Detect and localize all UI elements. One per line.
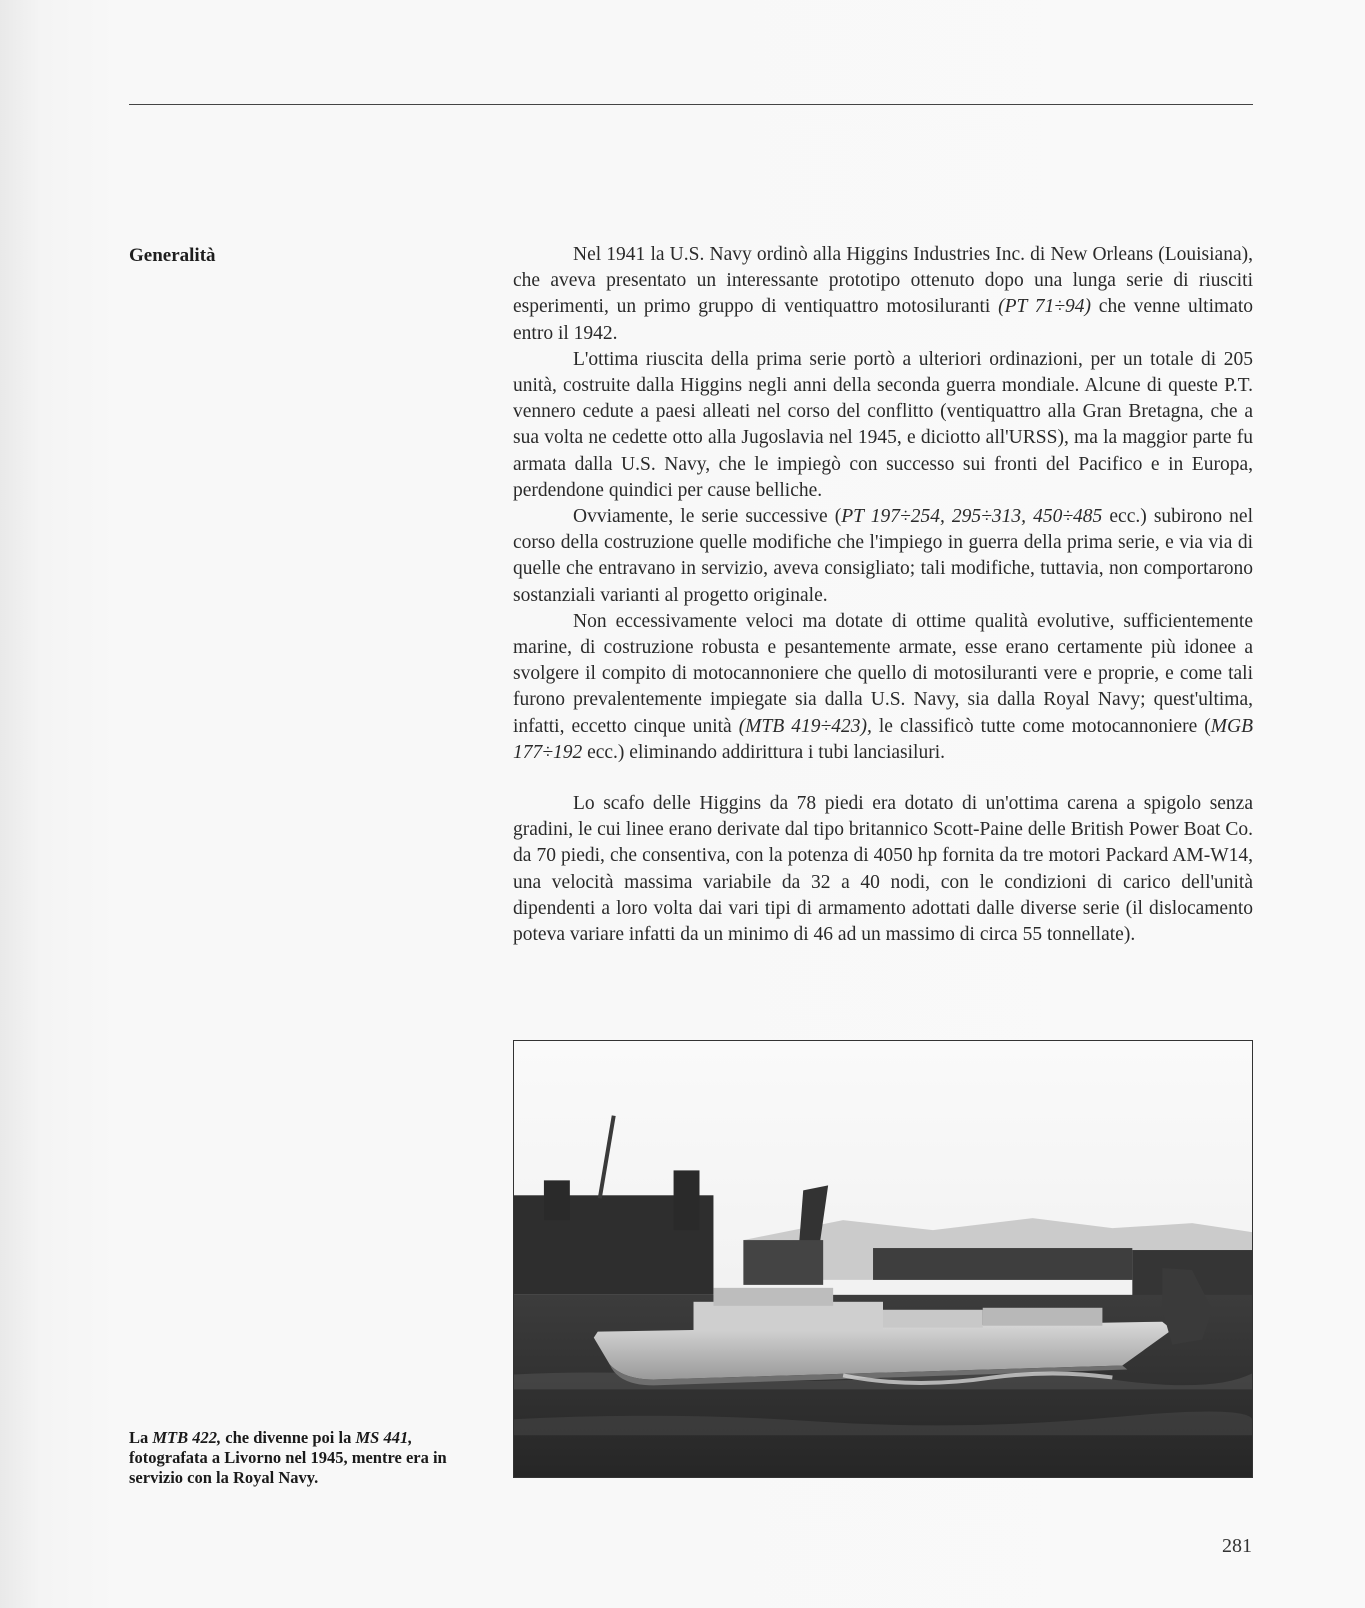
paragraph-4: Non eccessivamente veloci ma dotate di ottime qualità evolutive, sufficientemente marine, di costruzione robusta e pesantemente armate, esse erano certamente più idonee a svolgere il compito di motocannoniere che quello di motosiluranti vere e proprie, e come tali furono prevalentemente impiegate sia dalla U.S. Navy, sia dalla Royal Navy; quest'ultima, infatti, eccetto cinque unità (MTB 419÷423), le classificò tutte come motocannoniere (MGB 177÷192 ecc.) eliminando addirittura i tubi lanciasiluri. bbox=[513, 610, 1253, 763]
top-rule bbox=[129, 104, 1253, 105]
paragraph-3: Ovviamente, le serie successive (PT 197÷254, 295÷313, 450÷485 ecc.) subirono nel corso della costruzione quelle modifiche che l'impiego in guerra della prima serie, e via via di quelle che entravano in servizio, aveva consigliato; tali modifiche, tuttavia, non comportarono sostanziali varianti al progetto originale. bbox=[513, 506, 1253, 606]
photo-illustration bbox=[514, 1041, 1252, 1477]
page-number: 281 bbox=[1222, 1535, 1252, 1557]
motor-torpedo-boat-photo bbox=[513, 1040, 1253, 1478]
photo-caption: La MTB 422, che divenne poi la MS 441, fotografata a Livorno nel 1945, mentre era in servizio con la Royal Navy. bbox=[129, 1428, 447, 1487]
paragraph-1: Nel 1941 la U.S. Navy ordinò alla Higgins Industries Inc. di New Orleans (Louisiana), che aveva presentato un interessante prototipo ottenuto dopo una lunga serie di riusciti esperimenti, un primo gruppo di ventiquattro motosiluranti (PT 71÷94) che venne ultimato entro il 1942. bbox=[513, 244, 1253, 344]
section-heading: Generalità bbox=[129, 245, 216, 266]
paragraph-5: Lo scafo delle Higgins da 78 piedi era dotato di un'ottima carena a spigolo senza gradini, le cui linee erano derivate dal tipo britannico Scott-Paine delle British Power Boat Co. da 70 piedi, che consentiva, con la potenza di 4050 hp fornita da tre motori Packard AM-W14, una velocità massima variabile da 32 a 40 nodi, con le condizioni di carico dell'unità dipendenti a loro volta dai vari tipi di armamento adottati dalle diverse serie (il dislocamento poteva variare infatti da un minimo di 46 ad un massimo di circa 55 tonnellate). bbox=[513, 793, 1253, 946]
paragraph-2: L'ottima riuscita della prima serie portò a ulteriori ordinazioni, per un totale di 205 unità, costruite dalla Higgins negli anni della seconda guerra mondiale. Alcune di queste P.T. vennero cedute a paesi alleati nel corso del conflitto (ventiquattro alla Gran Bretagna, che a sua volta ne cedette otto alla Jugoslavia nel 1945, e diciotto all'URSS), ma la maggior parte fu armata dalla U.S. Navy, che le impiegò con successo sui fronti del Pacifico e in Europa, perdendone quindici per cause belliche. bbox=[513, 348, 1253, 501]
body-text bbox=[513, 242, 1253, 948]
